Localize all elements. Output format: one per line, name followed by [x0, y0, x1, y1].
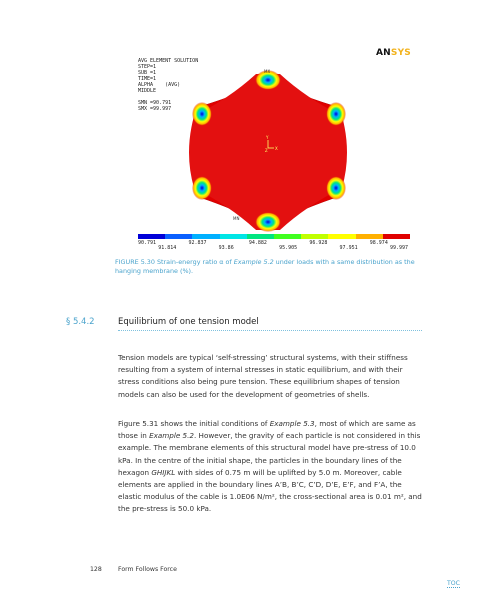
svg-text:Z: Z — [265, 148, 268, 153]
legend-swatch — [138, 234, 165, 239]
paragraph-2: Figure 5.31 shows the initial conditions of Example 5.3, most of which are same as those in Example 5.2. However, the gravity of each particle is not considered in this example. The membrane elements of this structural model have pre-stress of 10.0 kPa. In the centre of the initial shape, the particles in the boundary lines of the hexagon GHIJKL with sides of 0.75 m will be uplifted by 5.0 m. Moreover, cable elements are applied in the boundary lines A’B, B’C, C’D, D’E, E’F, and F’A, the elastic modulus of the cable is 1.0E06 N/m², the cross-sectional area is 0.01 m², and the pre-stress is 50.0 kPa. — [118, 419, 422, 514]
header-line: SUB =1 — [138, 70, 157, 76]
legend-label-top: 96.928 — [309, 240, 328, 246]
svg-text:Y: Y — [266, 135, 269, 140]
header-line: SMN =90.791 — [138, 100, 172, 106]
legend-swatch — [220, 234, 247, 239]
svg-text:X: X — [275, 146, 278, 151]
solution-header — [138, 58, 198, 112]
legend-label-bottom: 91.814 — [158, 245, 177, 251]
legend-swatch — [192, 234, 219, 239]
page-number: 128 — [90, 566, 102, 573]
legend-label-top: 92.837 — [188, 240, 207, 246]
book-title: Form Follows Force — [118, 566, 177, 573]
figure-caption: FIGURE 5.30 Strain-energy ratio α of Example 5.2 under loads with a same distribution as the hanging membrane (%). — [115, 258, 415, 275]
header-line: TIME=1 — [138, 76, 157, 82]
legend-label-bottom: 93.86 — [218, 245, 234, 251]
legend-color-bar — [138, 234, 410, 239]
mx-label: MX — [264, 69, 271, 74]
header-line: MIDDLE — [138, 88, 157, 94]
header-line: SMX =99.997 — [138, 106, 172, 112]
ansys-logo: ANSYS — [376, 48, 411, 58]
legend-swatch — [356, 234, 383, 239]
legend-swatch — [247, 234, 274, 239]
mn-label: MN — [233, 216, 240, 221]
legend-label-bottom: 95.905 — [279, 245, 298, 251]
legend-swatch — [301, 234, 328, 239]
section-rule — [118, 330, 422, 331]
section-title: Equilibrium of one tension model — [118, 317, 259, 327]
legend-swatch — [165, 234, 192, 239]
section-number: § 5.4.2 — [66, 317, 95, 327]
legend-label-top: 94.882 — [248, 240, 267, 246]
contour-figure — [138, 48, 410, 254]
legend-swatch — [383, 234, 410, 239]
header-line: ALPHA (AVG) — [138, 82, 181, 88]
legend-label-top: 90.791 — [138, 240, 157, 246]
legend-label-bottom: 97.951 — [339, 245, 358, 251]
legend-label-top: 98.974 — [369, 240, 388, 246]
toc-link[interactable]: TOC — [447, 580, 460, 587]
header-line: AVG ELEMENT SOLUTION — [138, 58, 199, 64]
membrane-body — [189, 74, 347, 230]
legend-swatch — [328, 234, 355, 239]
caption-label: FIGURE 5.30 — [115, 258, 155, 266]
paragraph-1: Tension models are typical ‘self-stressing’ structural systems, with their stiffness resulting from a system of internal stresses in static equilibrium, and with their stress conditions also being pure tension. These equilibrium shapes of tension models can also be used for the development of geometries of shells. — [118, 353, 408, 399]
legend-label-bottom: 99.997 — [390, 245, 409, 251]
legend-swatch — [274, 234, 301, 239]
header-line: STEP=1 — [138, 64, 157, 70]
